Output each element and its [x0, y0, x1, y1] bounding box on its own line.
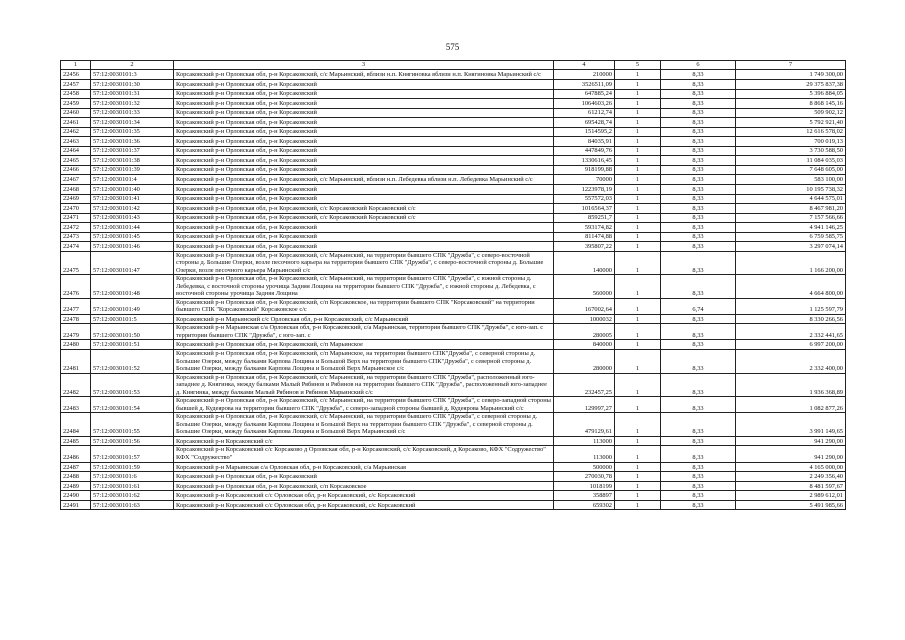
value-cell: 5 491 985,66 — [736, 500, 846, 510]
area-cell: 918199,88 — [554, 165, 615, 175]
description-cell: Корсаковский р-н Корсаковский с/с Орловская обл, р-н Корсаковский, с/с Корсаковский — [174, 500, 554, 510]
cadastral-number-cell: 57:12:0030101:30 — [91, 80, 174, 90]
col5-cell: 1 — [615, 223, 661, 233]
description-cell: Корсаковский р-н Орловская обл, р-н Корсаковский, с/с Корсаковский Корсаковский с/с — [174, 204, 554, 214]
value-cell: 1 166 200,00 — [736, 251, 846, 275]
col5-cell: 1 — [615, 232, 661, 242]
description-cell: Корсаковский р-н Орловская обл, р-н Корсаковский — [174, 89, 554, 99]
table-row — [61, 446, 846, 462]
row-number-cell: 22487 — [61, 462, 91, 472]
table-row — [61, 175, 846, 185]
cadastral-number-cell: 57:12:0030101:57 — [91, 446, 174, 462]
cadastral-number-cell: 57:12:0030101:32 — [91, 99, 174, 109]
cadastral-number-cell: 57:12:0030101:33 — [91, 108, 174, 118]
cadastral-number-cell: 57:12:0030101:44 — [91, 223, 174, 233]
row-number-cell: 22491 — [61, 500, 91, 510]
description-cell: Корсаковский р-н Орловская обл, р-н Корсаковский — [174, 194, 554, 204]
row-number-cell: 22467 — [61, 175, 91, 185]
table-row — [61, 89, 846, 99]
rate-cell: 8,33 — [661, 481, 736, 491]
cadastral-number-cell: 57:12:0030101:59 — [91, 462, 174, 472]
description-cell: Корсаковский р-н Орловская обл, р-н Корсаковский, с/п Марьинское — [174, 340, 554, 350]
table-row — [61, 251, 846, 275]
row-number-cell: 22479 — [61, 324, 91, 340]
area-cell: 593174,82 — [554, 223, 615, 233]
row-number-cell: 22490 — [61, 491, 91, 501]
area-cell: 859251,7 — [554, 213, 615, 223]
description-cell: Корсаковский р-н Орловская обл, р-н Корсаковский, с/п Марьинское, на территории бывшего СПК"Дружба", с северной стороны д. Большие Озерки, между балками Карпова Лощина и Большой Верх на территории бывшего СПК"Дружба", с северной стороны д. Большие Озерки, между балками Карпова Лощина и Большой Верх Марьинское с/с — [174, 349, 554, 373]
table-row — [61, 242, 846, 252]
row-number-cell: 22481 — [61, 349, 91, 373]
column-header: 7 — [736, 61, 846, 70]
table-row — [61, 462, 846, 472]
area-cell: 557572,03 — [554, 194, 615, 204]
col5-cell: 1 — [615, 108, 661, 118]
col5-cell: 1 — [615, 275, 661, 299]
description-cell: Корсаковский р-н Марьинская с/а Орловская обл, р-н Корсаковский, с/а Марьинская, территория бывшего СПК "Дружба", с юго-зап. с территории бывшего СПК "Дружба", с юго-зап. с — [174, 324, 554, 340]
area-cell: 232457,25 — [554, 373, 615, 397]
value-cell: 7 157 566,66 — [736, 213, 846, 223]
col5-cell: 1 — [615, 491, 661, 501]
table-row — [61, 127, 846, 137]
value-cell: 1 125 597,79 — [736, 298, 846, 314]
rate-cell: 8,33 — [661, 175, 736, 185]
description-cell: Корсаковский р-н Орловская обл, р-н Корсаковский, с/с Марьинский, на территории бывшего СПК "Дружба", с северо-восточной стороны д. Большие Озерки, возле песочного карьера на территории бывшего СПК "Дружба", с северо-восточной стороны д. Большие Озерки, возле песочного карьера Марьинский с/с — [174, 251, 554, 275]
row-number-cell: 22468 — [61, 185, 91, 195]
table-row — [61, 165, 846, 175]
row-number-cell: 22464 — [61, 146, 91, 156]
column-header: 6 — [661, 61, 736, 70]
cadastral-number-cell: 57:12:0030101:63 — [91, 500, 174, 510]
value-cell: 3 730 588,50 — [736, 146, 846, 156]
table-row — [61, 314, 846, 324]
value-cell: 8 467 981,20 — [736, 204, 846, 214]
col5-cell: 1 — [615, 472, 661, 482]
row-number-cell: 22480 — [61, 340, 91, 350]
description-cell: Корсаковский р-н Орловская обл, р-н Корсаковский, с/с Марьинский, на территории бывшего СПК "Дружба", расположенный юго-западнее д. Княгинка, между балками Малый Рябинов и Рябинов на территории бывшего СПК "Дружба", расположенный юго-западнее д. Княгинка, между балками Малый Рябинов и Рябинов Марьинский с/с — [174, 373, 554, 397]
value-cell: 700 019,13 — [736, 137, 846, 147]
cadastral-number-cell: 57:12:0030101:6 — [91, 472, 174, 482]
value-cell: 1 749 300,00 — [736, 70, 846, 80]
table-row — [61, 156, 846, 166]
col5-cell: 1 — [615, 251, 661, 275]
cadastral-number-cell: 57:12:0030101:43 — [91, 213, 174, 223]
value-cell: 941 290,00 — [736, 436, 846, 446]
col5-cell: 1 — [615, 137, 661, 147]
area-cell: 1016564,37 — [554, 204, 615, 214]
area-cell: 811474,88 — [554, 232, 615, 242]
description-cell: Корсаковский р-н Марьинский с/с Орловская обл, р-н Корсаковский, с/с Марьинский — [174, 314, 554, 324]
description-cell: Корсаковский р-н Орловская обл, р-н Корсаковский, с/с Корсаковский Корсаковский с/с — [174, 213, 554, 223]
description-cell: Корсаковский р-н Орловская обл, р-н Корсаковский, с/с Марьинский, вблизи н.п. Княгиновка вблизи н.п. Княгиновка Марьинский с/с — [174, 70, 554, 80]
area-cell: 1018199 — [554, 481, 615, 491]
col5-cell: 1 — [615, 324, 661, 340]
cadastral-number-cell: 57:12:0030101:41 — [91, 194, 174, 204]
description-cell: Корсаковский р-н Орловская обл, р-н Корсаковский — [174, 118, 554, 128]
area-cell: 270030,78 — [554, 472, 615, 482]
value-cell: 8 330 266,56 — [736, 314, 846, 324]
row-number-cell: 22474 — [61, 242, 91, 252]
col5-cell: 1 — [615, 80, 661, 90]
row-number-cell: 22476 — [61, 275, 91, 299]
value-cell: 29 375 837,38 — [736, 80, 846, 90]
value-cell: 3 297 074,14 — [736, 242, 846, 252]
cadastral-number-cell: 57:12:0030101:3 — [91, 70, 174, 80]
rate-cell: 8,33 — [661, 491, 736, 501]
value-cell: 2 332 441,65 — [736, 324, 846, 340]
value-cell: 2 249 356,40 — [736, 472, 846, 482]
cadastral-number-cell: 57:12:0030101:51 — [91, 340, 174, 350]
col5-cell: 1 — [615, 373, 661, 397]
value-cell: 4 664 800,00 — [736, 275, 846, 299]
table-row — [61, 232, 846, 242]
rate-cell: 8,33 — [661, 500, 736, 510]
area-cell: 210000 — [554, 70, 615, 80]
description-cell: Корсаковский р-н Орловская обл, р-н Корсаковский, с/с Марьинский, вблизи н.п. Лебедевка вблизи н.п. Лебедевка Марьинский с/с — [174, 175, 554, 185]
rate-cell: 8,33 — [661, 373, 736, 397]
col5-cell: 1 — [615, 127, 661, 137]
table-row — [61, 500, 846, 510]
area-cell: 84035,91 — [554, 137, 615, 147]
row-number-cell: 22489 — [61, 481, 91, 491]
column-header: 3 — [174, 61, 554, 70]
value-cell: 12 616 578,02 — [736, 127, 846, 137]
col5-cell: 1 — [615, 340, 661, 350]
col5-cell: 1 — [615, 298, 661, 314]
description-cell: Корсаковский р-н Орловская обл, р-н Корсаковский — [174, 137, 554, 147]
area-cell: 695428,74 — [554, 118, 615, 128]
col5-cell: 1 — [615, 242, 661, 252]
area-cell: 479129,61 — [554, 413, 615, 437]
table-row — [61, 213, 846, 223]
table-row — [61, 118, 846, 128]
row-number-cell: 22473 — [61, 232, 91, 242]
description-cell: Корсаковский р-н Корсаковский с/с — [174, 436, 554, 446]
table-row — [61, 80, 846, 90]
rate-cell: 8,33 — [661, 146, 736, 156]
cadastral-number-cell: 57:12:0030101:55 — [91, 413, 174, 437]
rate-cell: 8,33 — [661, 397, 736, 413]
value-cell: 1 082 877,26 — [736, 397, 846, 413]
area-cell: 395807,22 — [554, 242, 615, 252]
description-cell: Корсаковский р-н Орловская обл, р-н Корсаковский — [174, 223, 554, 233]
rate-cell: 8,33 — [661, 472, 736, 482]
cadastral-number-cell: 57:12:0030101:54 — [91, 397, 174, 413]
row-number-cell: 22470 — [61, 204, 91, 214]
value-cell: 5 396 884,05 — [736, 89, 846, 99]
table-row — [61, 481, 846, 491]
row-number-cell: 22478 — [61, 314, 91, 324]
column-header: 4 — [554, 61, 615, 70]
table-row — [61, 275, 846, 299]
area-cell: 1514595,2 — [554, 127, 615, 137]
value-cell: 8 481 597,67 — [736, 481, 846, 491]
area-cell: 1064603,26 — [554, 99, 615, 109]
area-cell: 500000 — [554, 462, 615, 472]
page-number: 575 — [445, 42, 460, 52]
col5-cell: 1 — [615, 204, 661, 214]
cadastral-number-cell: 57:12:0030101:52 — [91, 349, 174, 373]
description-cell: Корсаковский р-н Орловская обл, р-н Корсаковский, с/п Корсаковское — [174, 481, 554, 491]
rate-cell: 8,33 — [661, 156, 736, 166]
description-cell: Корсаковский р-н Корсаковский с/с Орловская обл, р-н Корсаковский, с/с Корсаковский — [174, 491, 554, 501]
cadastral-number-cell: 57:12:0030101:50 — [91, 324, 174, 340]
col5-cell: 1 — [615, 213, 661, 223]
row-number-cell: 22457 — [61, 80, 91, 90]
rate-cell: 8,33 — [661, 462, 736, 472]
area-cell: 113000 — [554, 446, 615, 462]
col5-cell: 1 — [615, 462, 661, 472]
value-cell: 6 759 585,75 — [736, 232, 846, 242]
cadastral-number-cell: 57:12:0030101:40 — [91, 185, 174, 195]
cadastral-number-cell: 57:12:0030101:48 — [91, 275, 174, 299]
area-cell: 447849,76 — [554, 146, 615, 156]
value-cell: 2 989 612,01 — [736, 491, 846, 501]
cadastral-table — [60, 60, 846, 510]
row-number-cell: 22472 — [61, 223, 91, 233]
area-cell: 280005 — [554, 324, 615, 340]
row-number-cell: 22459 — [61, 99, 91, 109]
value-cell: 11 084 035,03 — [736, 156, 846, 166]
col5-cell: 1 — [615, 397, 661, 413]
value-cell: 4 941 146,25 — [736, 223, 846, 233]
rate-cell: 8,33 — [661, 232, 736, 242]
area-cell: 167002,64 — [554, 298, 615, 314]
table-row — [61, 373, 846, 397]
table-row — [61, 436, 846, 446]
row-number-cell: 22466 — [61, 165, 91, 175]
cadastral-number-cell: 57:12:0030101:42 — [91, 204, 174, 214]
area-cell: 140000 — [554, 251, 615, 275]
rate-cell: 8,33 — [661, 340, 736, 350]
cadastral-number-cell: 57:12:0030101:45 — [91, 232, 174, 242]
table-row — [61, 340, 846, 350]
value-cell: 509 902,12 — [736, 108, 846, 118]
description-cell: Корсаковский р-н Орловская обл, р-н Корсаковский — [174, 156, 554, 166]
area-cell: 113000 — [554, 436, 615, 446]
rate-cell: 8,33 — [661, 108, 736, 118]
row-number-cell: 22483 — [61, 397, 91, 413]
table-row — [61, 99, 846, 109]
table-row — [61, 223, 846, 233]
description-cell: Корсаковский р-н Орловская обл, р-н Корсаковский — [174, 165, 554, 175]
col5-cell: 1 — [615, 89, 661, 99]
description-cell: Корсаковский р-н Орловская обл, р-н Корсаковский — [174, 242, 554, 252]
col5-cell: 1 — [615, 446, 661, 462]
value-cell: 8 868 145,16 — [736, 99, 846, 109]
row-number-cell: 22486 — [61, 446, 91, 462]
row-number-cell: 22462 — [61, 127, 91, 137]
cadastral-number-cell: 57:12:0030101:36 — [91, 137, 174, 147]
cadastral-number-cell: 57:12:0030101:35 — [91, 127, 174, 137]
column-header: 1 — [61, 61, 91, 70]
area-cell: 358897 — [554, 491, 615, 501]
area-cell: 1000032 — [554, 314, 615, 324]
row-number-cell: 22471 — [61, 213, 91, 223]
area-cell: 560000 — [554, 275, 615, 299]
table-row — [61, 472, 846, 482]
cadastral-number-cell: 57:12:0030101:49 — [91, 298, 174, 314]
value-cell: 4 644 575,01 — [736, 194, 846, 204]
cadastral-number-cell: 57:12:0030101:62 — [91, 491, 174, 501]
cadastral-number-cell: 57:12:0030101:37 — [91, 146, 174, 156]
area-cell: 70000 — [554, 175, 615, 185]
rate-cell: 8,33 — [661, 80, 736, 90]
area-cell: 647885,24 — [554, 89, 615, 99]
row-number-cell: 22463 — [61, 137, 91, 147]
value-cell: 1 936 368,89 — [736, 373, 846, 397]
col5-cell: 1 — [615, 185, 661, 195]
rate-cell: 8,33 — [661, 204, 736, 214]
rate-cell: 8,33 — [661, 185, 736, 195]
cadastral-number-cell: 57:12:0030101:53 — [91, 373, 174, 397]
area-cell: 280000 — [554, 349, 615, 373]
cadastral-number-cell: 57:12:0030101:31 — [91, 89, 174, 99]
description-cell: Корсаковский р-н Корсаковский с/с Корсаково д Орловская обл, р-н Корсаковский, с/с Корсаковский, д Корсаково, КФХ "Содружество" КФХ "Содружество" — [174, 446, 554, 462]
cadastral-number-cell: 57:12:0030101:5 — [91, 314, 174, 324]
col5-cell: 1 — [615, 436, 661, 446]
row-number-cell: 22488 — [61, 472, 91, 482]
col5-cell: 1 — [615, 156, 661, 166]
col5-cell: 1 — [615, 70, 661, 80]
row-number-cell: 22469 — [61, 194, 91, 204]
table-row — [61, 397, 846, 413]
area-cell: 1223978,19 — [554, 185, 615, 195]
value-cell: 5 792 921,40 — [736, 118, 846, 128]
description-cell: Корсаковский р-н Орловская обл, р-н Корсаковский — [174, 472, 554, 482]
col5-cell: 1 — [615, 314, 661, 324]
rate-cell: 8,33 — [661, 242, 736, 252]
rate-cell: 8,33 — [661, 275, 736, 299]
description-cell: Корсаковский р-н Марьинская с/а Орловская обл, р-н Корсаковский, с/а Марьинская — [174, 462, 554, 472]
value-cell: 941 290,00 — [736, 446, 846, 462]
table-row — [61, 204, 846, 214]
description-cell: Корсаковский р-н Орловская обл, р-н Корсаковский — [174, 108, 554, 118]
cadastral-number-cell: 57:12:0030101:4 — [91, 175, 174, 185]
rate-cell: 8,33 — [661, 436, 736, 446]
area-cell: 840000 — [554, 340, 615, 350]
value-cell: 7 648 605,00 — [736, 165, 846, 175]
col5-cell: 1 — [615, 146, 661, 156]
row-number-cell: 22461 — [61, 118, 91, 128]
cadastral-number-cell: 57:12:0030101:56 — [91, 436, 174, 446]
row-number-cell: 22475 — [61, 251, 91, 275]
rate-cell: 8,33 — [661, 118, 736, 128]
row-number-cell: 22482 — [61, 373, 91, 397]
col5-cell: 1 — [615, 175, 661, 185]
rate-cell: 8,33 — [661, 165, 736, 175]
description-cell: Корсаковский р-н Орловская обл, р-н Корсаковский, с/с Марьинский, на территории бывшего СПК "Дружба", с северной стороны д. Большие Озерки, между балками Карпова Лощина и Большой Верх на территории бывшего СПК "Дружба", с северной стороны д. Большие Озерки, между балками Карпова Лощина и Большой Верх Марьинский с/с — [174, 413, 554, 437]
rate-cell: 8,33 — [661, 194, 736, 204]
value-cell: 3 991 149,65 — [736, 413, 846, 437]
table-row — [61, 185, 846, 195]
cadastral-number-cell: 57:12:0030101:47 — [91, 251, 174, 275]
value-cell: 10 195 738,32 — [736, 185, 846, 195]
cadastral-number-cell: 57:12:0030101:61 — [91, 481, 174, 491]
description-cell: Корсаковский р-н Орловская обл, р-н Корсаковский — [174, 232, 554, 242]
rate-cell: 8,33 — [661, 314, 736, 324]
row-number-cell: 22484 — [61, 413, 91, 437]
row-number-cell: 22456 — [61, 70, 91, 80]
col5-cell: 1 — [615, 481, 661, 491]
table-row — [61, 413, 846, 437]
row-number-cell: 22458 — [61, 89, 91, 99]
rate-cell: 8,33 — [661, 137, 736, 147]
table-row — [61, 349, 846, 373]
description-cell: Корсаковский р-н Орловская обл, р-н Корсаковский — [174, 80, 554, 90]
description-cell: Корсаковский р-н Орловская обл, р-н Корсаковский — [174, 146, 554, 156]
description-cell: Корсаковский р-н Орловская обл, р-н Корсаковский, с/п Корсаковское, на территории бывшего СПК "Корсаковский" на территории бывшего СПК "Корсаковский" Корсаковское с/с — [174, 298, 554, 314]
description-cell: Корсаковский р-н Орловская обл, р-н Корсаковский — [174, 99, 554, 109]
column-header: 5 — [615, 61, 661, 70]
table-row — [61, 108, 846, 118]
row-number-cell: 22460 — [61, 108, 91, 118]
col5-cell: 1 — [615, 349, 661, 373]
row-number-cell: 22477 — [61, 298, 91, 314]
col5-cell: 1 — [615, 99, 661, 109]
value-cell: 583 100,00 — [736, 175, 846, 185]
rate-cell: 8,33 — [661, 89, 736, 99]
description-cell: Корсаковский р-н Орловская обл, р-н Корсаковский, с/с Марьинский, на территории бывшего СПК "Дружба", с северо-западной стороны бывшей д. Кудеярова на территории бывшего СПК "Дружба", с северо-западной стороны бывшей д. Кудеярова Марьинский с/с — [174, 397, 554, 413]
table-row — [61, 137, 846, 147]
rate-cell: 8,33 — [661, 349, 736, 373]
description-cell: Корсаковский р-н Орловская обл, р-н Корсаковский, с/с Марьинский, на территории бывшего СПК "Дружба", с южной стороны д. Лебедевка, с восточной стороны урочища Задняя Лощина на территории бывшего СПК "Дружба", с южной стороны д. Лебедевка, с восточной стороны урочища Задняя Лощина — [174, 275, 554, 299]
table-row — [61, 324, 846, 340]
header-row — [61, 61, 846, 70]
value-cell: 4 165 000,00 — [736, 462, 846, 472]
row-number-cell: 22465 — [61, 156, 91, 166]
rate-cell: 8,33 — [661, 324, 736, 340]
cadastral-number-cell: 57:12:0030101:46 — [91, 242, 174, 252]
rate-cell: 8,33 — [661, 223, 736, 233]
description-cell: Корсаковский р-н Орловская обл, р-н Корсаковский — [174, 185, 554, 195]
area-cell: 1330616,45 — [554, 156, 615, 166]
rate-cell: 8,33 — [661, 127, 736, 137]
area-cell: 61212,74 — [554, 108, 615, 118]
rate-cell: 6,74 — [661, 298, 736, 314]
table-row — [61, 491, 846, 501]
row-number-cell: 22485 — [61, 436, 91, 446]
cadastral-number-cell: 57:12:0030101:34 — [91, 118, 174, 128]
rate-cell: 8,33 — [661, 99, 736, 109]
table-row — [61, 194, 846, 204]
col5-cell: 1 — [615, 194, 661, 204]
column-header: 2 — [91, 61, 174, 70]
cadastral-number-cell: 57:12:0030101:39 — [91, 165, 174, 175]
area-cell: 3526511,09 — [554, 80, 615, 90]
col5-cell: 1 — [615, 165, 661, 175]
description-cell: Корсаковский р-н Орловская обл, р-н Корсаковский — [174, 127, 554, 137]
area-cell: 659302 — [554, 500, 615, 510]
rate-cell: 8,33 — [661, 446, 736, 462]
col5-cell: 1 — [615, 118, 661, 128]
rate-cell: 8,33 — [661, 251, 736, 275]
rate-cell: 8,33 — [661, 413, 736, 437]
cadastral-number-cell: 57:12:0030101:38 — [91, 156, 174, 166]
table-row — [61, 146, 846, 156]
col5-cell: 1 — [615, 413, 661, 437]
table-row — [61, 298, 846, 314]
value-cell: 6 997 200,00 — [736, 340, 846, 350]
rate-cell: 8,33 — [661, 70, 736, 80]
col5-cell: 1 — [615, 500, 661, 510]
area-cell: 129997,27 — [554, 397, 615, 413]
rate-cell: 8,33 — [661, 213, 736, 223]
table-row — [61, 70, 846, 80]
value-cell: 2 332 400,00 — [736, 349, 846, 373]
